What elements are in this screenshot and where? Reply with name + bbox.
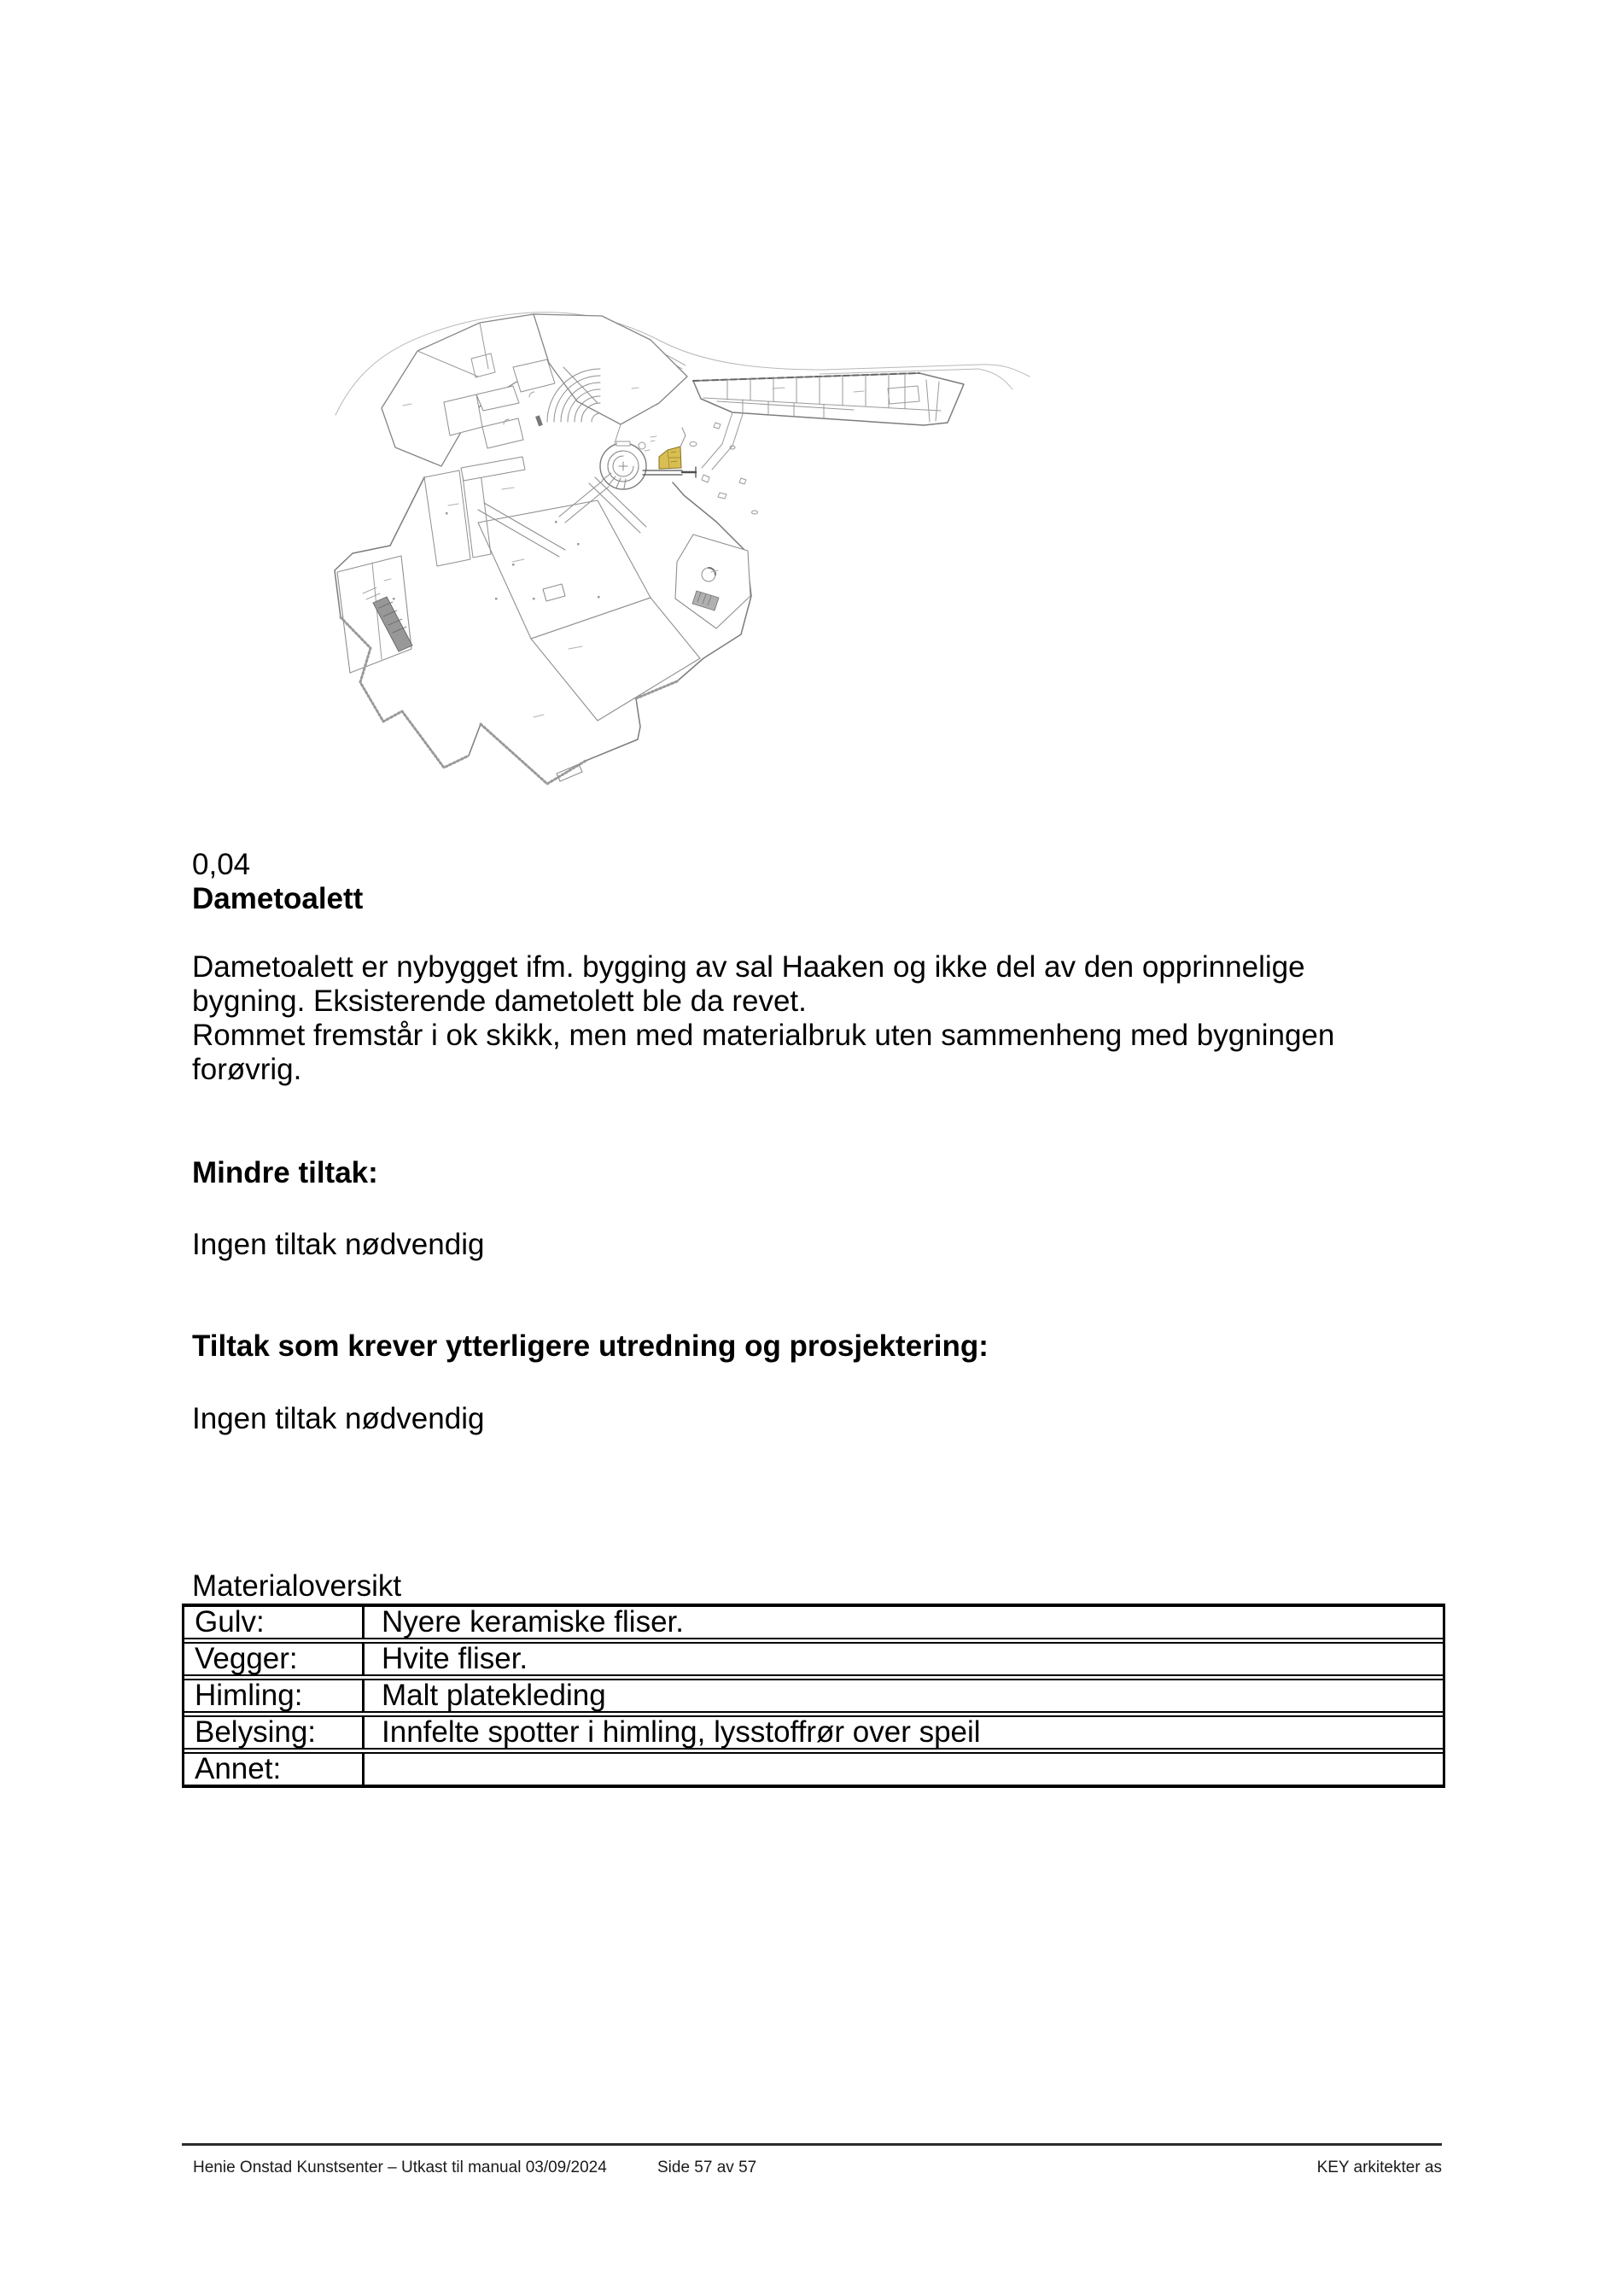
row-value: Innfelte spotter i himling, lysstoffrør over speil xyxy=(382,1715,981,1749)
row-label: Himling: xyxy=(184,1680,365,1711)
footer-company: KEY arkitekter as xyxy=(1316,2159,1442,2176)
row-value xyxy=(365,1754,1443,1785)
paragraph-line: forøvrig. xyxy=(192,1053,302,1086)
row-label: Gulv: xyxy=(184,1607,365,1638)
paragraph-line: Dametoalett er nybygget ifm. bygging av sal Haaken og ikke del av den opprinnelige xyxy=(192,950,1305,984)
footer-page-number: Side 57 av 57 xyxy=(657,2159,757,2176)
section-paragraph xyxy=(192,950,1334,1087)
table-row xyxy=(184,1642,1443,1676)
materials-table xyxy=(182,1604,1445,1788)
row-value: Nyere keramiske fliser. xyxy=(382,1605,684,1639)
paragraph-line: Rommet fremstår i ok skikk, men med materialbruk uten sammenheng med bygningen xyxy=(192,1019,1335,1052)
footer-divider xyxy=(182,2143,1442,2146)
minor-measures-body: Ingen tiltak nødvendig xyxy=(192,1228,485,1261)
row-label: Belysing: xyxy=(184,1717,365,1748)
paragraph-line: bygning. Eksisterende dametolett ble da revet. xyxy=(192,984,807,1018)
table-row xyxy=(184,1715,1443,1750)
minor-measures-heading: Mindre tiltak: xyxy=(192,1156,378,1189)
floor-plan-figure xyxy=(316,299,1041,794)
row-label: Annet: xyxy=(184,1754,365,1785)
row-label: Vegger: xyxy=(184,1644,365,1674)
further-measures-heading: Tiltak som krever ytterligere utredning og prosjektering: xyxy=(192,1329,989,1363)
floor-plan-drawing xyxy=(316,299,1041,794)
footer-document-title: Henie Onstad Kunstsenter – Utkast til manual 03/09/2024 xyxy=(193,2159,607,2176)
highlighted-room-dametoalett xyxy=(659,447,681,469)
table-row xyxy=(184,1752,1443,1786)
materials-title: Materialoversikt xyxy=(192,1569,402,1603)
section-number: 0,04 xyxy=(192,848,251,881)
row-value: Malt platekleding xyxy=(382,1679,606,1712)
table-row xyxy=(184,1679,1443,1713)
table-row xyxy=(184,1605,1443,1639)
row-value: Hvite fliser. xyxy=(382,1642,528,1675)
section-title: Dametoalett xyxy=(192,882,364,915)
further-measures-body: Ingen tiltak nødvendig xyxy=(192,1402,485,1435)
